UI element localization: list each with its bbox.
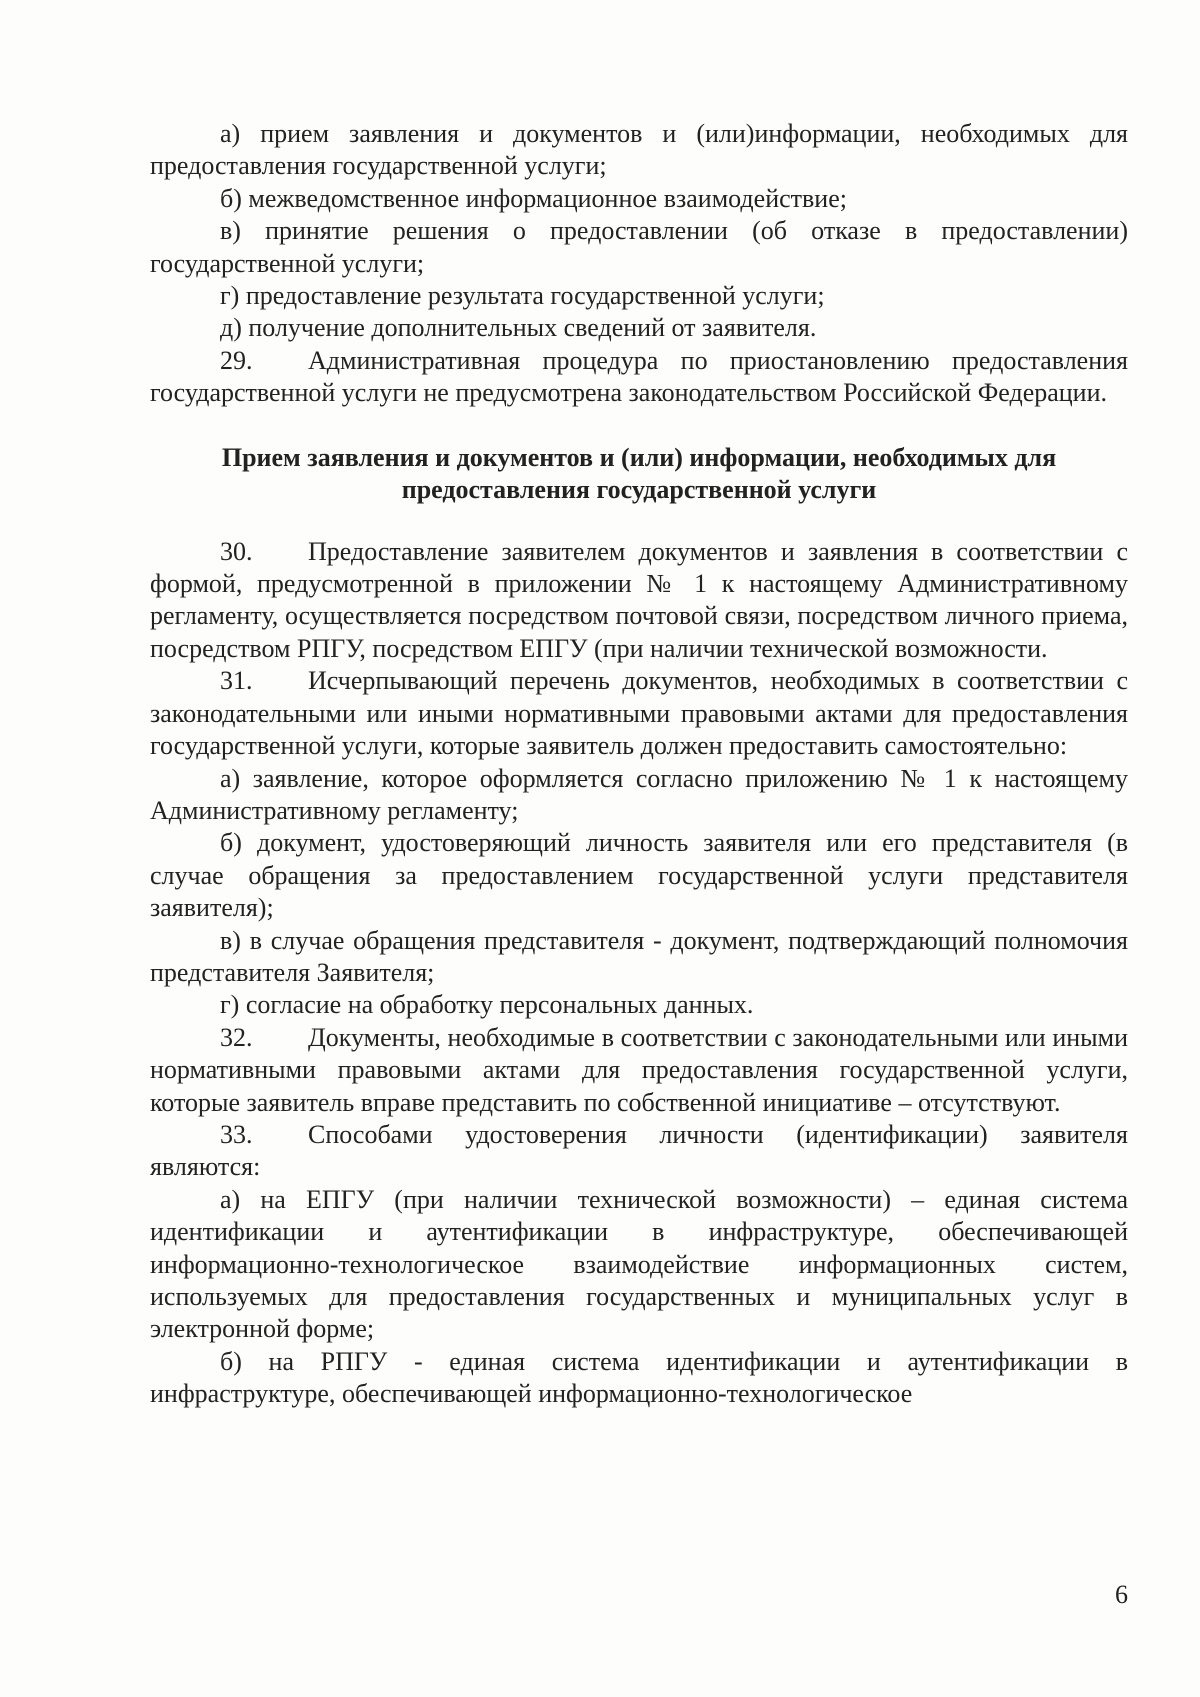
paragraph-text: Административная процедура по приостановлению предоставления государственной услуги не предусмотрена законодательством Российской Федерации. <box>150 345 1128 408</box>
section-heading-line-2: предоставления государственной услуги <box>401 474 877 504</box>
paragraph-text: в) принятие решения о предоставлении (об отказе в предоставлении) государственной услуги; <box>150 216 1128 278</box>
section-heading <box>150 442 1128 506</box>
paragraph <box>150 1119 1128 1184</box>
page-number: 6 <box>1115 1580 1128 1609</box>
paragraph-text: б) документ, удостоверяющий личность заявителя или его представителя (в случае обращения за предоставлением государственной услуги представителя заявителя); <box>150 828 1128 923</box>
paragraph-text: д) получение дополнительных сведений от заявителя. <box>220 313 817 343</box>
paragraph <box>150 345 1128 410</box>
paragraph <box>150 925 1128 990</box>
paragraph-number: 33. <box>220 1119 253 1149</box>
paragraph <box>150 312 1128 344</box>
paragraph-text: а) заявление, которое оформляется согласно приложению № 1 к настоящему Административному регламенту; <box>150 763 1128 825</box>
paragraph-text: Документы, необходимые в соответствии с законодательными или иными нормативными правовыми актами для предоставления государственной услуги, которые заявитель вправе представить по собственной инициативе – отсутствуют. <box>150 1022 1128 1117</box>
paragraph <box>150 763 1128 828</box>
paragraph <box>150 1184 1128 1346</box>
paragraph-text: в) в случае обращения представителя - документ, подтверждающий полномочия представителя Заявителя; <box>150 925 1128 987</box>
paragraph <box>150 1022 1128 1119</box>
paragraph-text: Предоставление заявителем документов и заявления в соответствии с формой, предусмотренной в приложении № 1 к настоящему Административному регламенту, осуществляется посредством почтовой связи, посредством личного приема, посредством РПГУ, посредством ЕПГУ (при наличии технической возможности. <box>150 536 1128 663</box>
paragraph <box>150 183 1128 215</box>
paragraph-text: а) на ЕПГУ (при наличии технической возможности) – единая система идентификации и аутентификации в инфраструктуре, обеспечивающей информационно-технологическое взаимодействие информационных систем, используемых для предоставления государственных и муниципальных услуг в электронной форме; <box>150 1184 1128 1344</box>
paragraph <box>150 989 1128 1021</box>
paragraph-text: б) межведомственное информационное взаимодействие; <box>220 183 847 213</box>
paragraph <box>150 118 1128 183</box>
paragraph-number: 29. <box>220 345 253 375</box>
paragraph-text: Способами удостоверения личности (идентификации) заявителя являются: <box>150 1119 1128 1182</box>
paragraph <box>150 665 1128 762</box>
paragraph <box>150 280 1128 312</box>
paragraph <box>150 827 1128 924</box>
paragraph-number: 31. <box>220 666 253 696</box>
paragraph-text: г) предоставление результата государственной услуги; <box>220 281 825 311</box>
paragraph-text: г) согласие на обработку персональных данных. <box>220 990 754 1020</box>
paragraph-text: Исчерпывающий перечень документов, необходимых в соответствии с законодательными или иными нормативными правовыми актами для предоставления государственной услуги, которые заявитель должен предоставить самостоятельно: <box>150 666 1128 761</box>
paragraph-list-main <box>150 536 1128 1411</box>
paragraph <box>150 536 1128 666</box>
paragraph-text: б) на РПГУ - единая система идентификации и аутентификации в инфраструктуре, обеспечивающей информационно-технологическое <box>150 1346 1128 1409</box>
paragraph <box>150 1346 1128 1411</box>
paragraph-number: 32. <box>220 1022 253 1052</box>
paragraph <box>150 215 1128 280</box>
document-body <box>150 118 1128 1411</box>
section-heading-line-1: Прием заявления и документов и (или) информации, необходимых для <box>221 442 1057 472</box>
paragraph-text: а) прием заявления и документов и (или)информации, необходимых для предоставления государственной услуги; <box>150 119 1128 181</box>
paragraph-number: 30. <box>220 536 253 566</box>
paragraph-list-top <box>150 118 1128 410</box>
